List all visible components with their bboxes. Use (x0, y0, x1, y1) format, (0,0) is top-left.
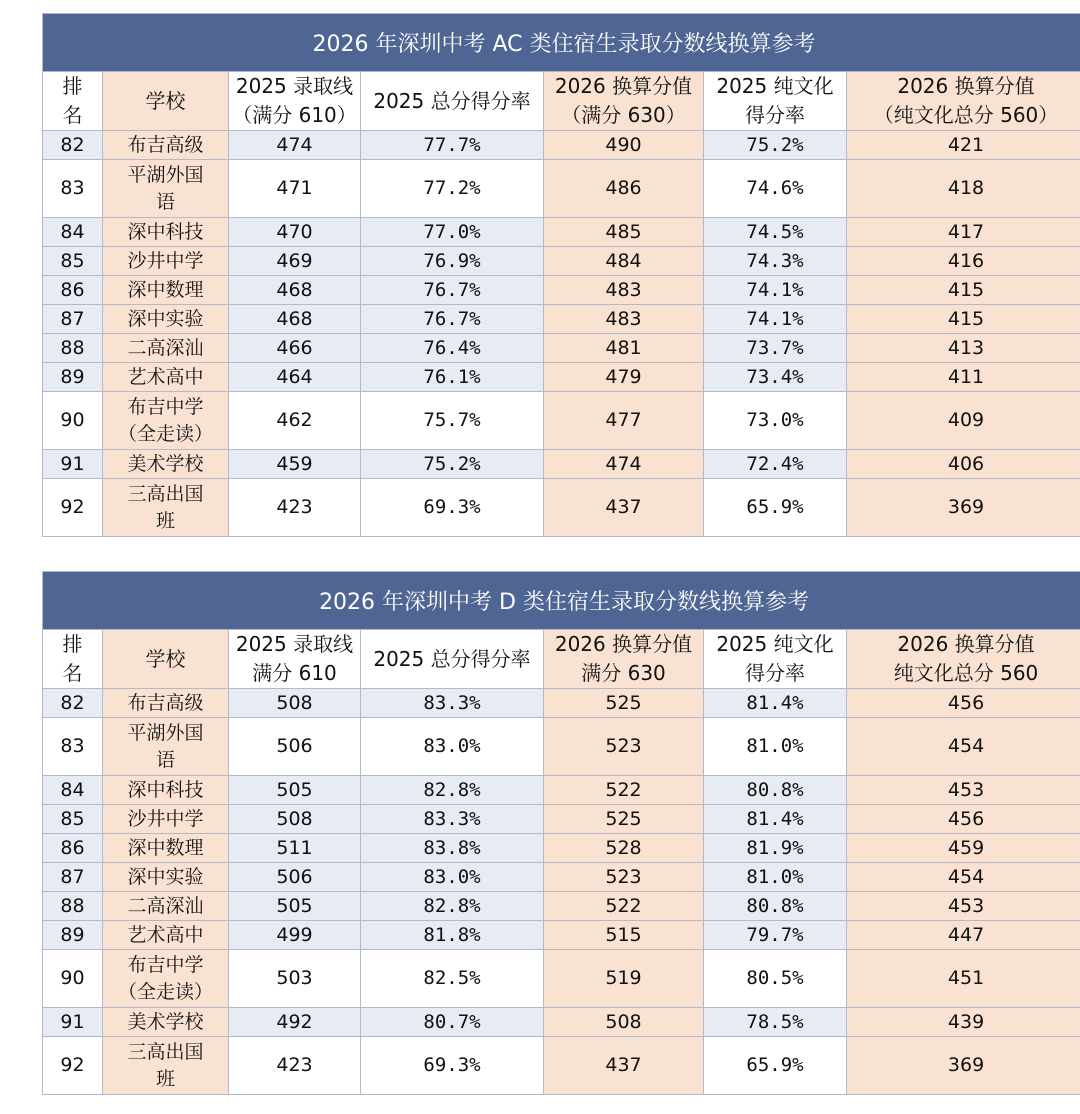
table-header-row (43, 630, 1080, 689)
header-rate-2025: 2025 总分得分率 (361, 72, 544, 131)
header-score-2025: 2025 录取线 满分 610 (229, 630, 361, 689)
cell-rate-2025: 77.2% (361, 160, 544, 218)
cell-converted-culture-2026: 456 (847, 805, 1080, 834)
cell-score-2025: 459 (229, 450, 361, 479)
cell-culture-rate-2025: 74.5% (704, 218, 847, 247)
cell-rate-2025: 81.8% (361, 921, 544, 950)
cell-rank: 87 (43, 863, 103, 892)
cell-culture-rate-2025: 72.4% (704, 450, 847, 479)
cell-culture-rate-2025: 73.0% (704, 392, 847, 450)
cell-school: 美术学校 (103, 1008, 229, 1037)
cell-converted-2026: 525 (544, 689, 704, 718)
table-row (43, 805, 1080, 834)
cell-score-2025: 492 (229, 1008, 361, 1037)
cell-culture-rate-2025: 81.9% (704, 834, 847, 863)
cell-rank: 89 (43, 921, 103, 950)
cell-rank: 84 (43, 218, 103, 247)
cell-rate-2025: 83.0% (361, 718, 544, 776)
cell-converted-2026: 508 (544, 1008, 704, 1037)
cell-converted-2026: 484 (544, 247, 704, 276)
cell-school: 深中科技 (103, 776, 229, 805)
table-row (43, 479, 1080, 537)
cell-converted-culture-2026: 415 (847, 305, 1080, 334)
header-school: 学校 (103, 72, 229, 131)
cell-converted-culture-2026: 415 (847, 276, 1080, 305)
header-rank: 排 名 (43, 630, 103, 689)
cell-converted-culture-2026: 439 (847, 1008, 1080, 1037)
cell-converted-2026: 519 (544, 950, 704, 1008)
cell-converted-2026: 522 (544, 892, 704, 921)
cell-converted-culture-2026: 369 (847, 1037, 1080, 1095)
header-culture-rate-2025: 2025 纯文化 得分率 (704, 630, 847, 689)
cell-score-2025: 462 (229, 392, 361, 450)
table-row (43, 718, 1080, 776)
cell-school: 美术学校 (103, 450, 229, 479)
cell-rank: 85 (43, 247, 103, 276)
cell-converted-culture-2026: 421 (847, 131, 1080, 160)
cell-converted-2026: 528 (544, 834, 704, 863)
table-row (43, 1008, 1080, 1037)
cell-score-2025: 508 (229, 689, 361, 718)
cell-converted-culture-2026: 456 (847, 689, 1080, 718)
header-rate-2025: 2025 总分得分率 (361, 630, 544, 689)
cell-rate-2025: 77.7% (361, 131, 544, 160)
cell-converted-2026: 523 (544, 863, 704, 892)
header-culture-rate-2025: 2025 纯文化 得分率 (704, 72, 847, 131)
cell-converted-culture-2026: 409 (847, 392, 1080, 450)
cell-converted-culture-2026: 453 (847, 776, 1080, 805)
cell-culture-rate-2025: 81.0% (704, 718, 847, 776)
cell-culture-rate-2025: 80.8% (704, 892, 847, 921)
cell-culture-rate-2025: 74.1% (704, 305, 847, 334)
cell-culture-rate-2025: 81.0% (704, 863, 847, 892)
cell-rank: 82 (43, 689, 103, 718)
cell-school: 深中科技 (103, 218, 229, 247)
cell-score-2025: 505 (229, 892, 361, 921)
cell-school: 布吉中学 （全走读） (103, 392, 229, 450)
table-row (43, 921, 1080, 950)
cell-rate-2025: 75.7% (361, 392, 544, 450)
table-row (43, 160, 1080, 218)
table-row (43, 334, 1080, 363)
table-row (43, 131, 1080, 160)
table-row (43, 950, 1080, 1008)
cell-converted-culture-2026: 454 (847, 863, 1080, 892)
cell-culture-rate-2025: 80.5% (704, 950, 847, 1008)
cell-score-2025: 505 (229, 776, 361, 805)
cell-converted-culture-2026: 411 (847, 363, 1080, 392)
cell-rate-2025: 75.2% (361, 450, 544, 479)
cell-score-2025: 423 (229, 1037, 361, 1095)
cell-culture-rate-2025: 78.5% (704, 1008, 847, 1037)
cell-converted-2026: 522 (544, 776, 704, 805)
cell-converted-2026: 481 (544, 334, 704, 363)
cell-converted-culture-2026: 413 (847, 334, 1080, 363)
d-score-table (42, 571, 1080, 1095)
cell-converted-2026: 523 (544, 718, 704, 776)
table-row (43, 363, 1080, 392)
cell-rate-2025: 83.3% (361, 689, 544, 718)
cell-rank: 89 (43, 363, 103, 392)
cell-score-2025: 474 (229, 131, 361, 160)
cell-school: 二高深汕 (103, 892, 229, 921)
table-row (43, 689, 1080, 718)
cell-culture-rate-2025: 65.9% (704, 1037, 847, 1095)
cell-score-2025: 508 (229, 805, 361, 834)
cell-rate-2025: 76.9% (361, 247, 544, 276)
cell-rank: 82 (43, 131, 103, 160)
cell-rate-2025: 82.8% (361, 892, 544, 921)
cell-score-2025: 499 (229, 921, 361, 950)
cell-rate-2025: 76.1% (361, 363, 544, 392)
table-row (43, 1037, 1080, 1095)
cell-rank: 92 (43, 479, 103, 537)
table-header-row (43, 72, 1080, 131)
table-title-row (43, 14, 1080, 72)
header-score-2025: 2025 录取线 （满分 610） (229, 72, 361, 131)
cell-score-2025: 511 (229, 834, 361, 863)
cell-rate-2025: 83.3% (361, 805, 544, 834)
cell-school: 沙井中学 (103, 805, 229, 834)
cell-school: 平湖外国 语 (103, 160, 229, 218)
cell-rank: 90 (43, 392, 103, 450)
cell-score-2025: 466 (229, 334, 361, 363)
table-row (43, 834, 1080, 863)
cell-rank: 86 (43, 276, 103, 305)
cell-converted-2026: 485 (544, 218, 704, 247)
header-rank: 排 名 (43, 72, 103, 131)
cell-school: 布吉高级 (103, 689, 229, 718)
cell-rate-2025: 77.0% (361, 218, 544, 247)
cell-score-2025: 469 (229, 247, 361, 276)
cell-converted-culture-2026: 454 (847, 718, 1080, 776)
cell-rank: 84 (43, 776, 103, 805)
cell-culture-rate-2025: 65.9% (704, 479, 847, 537)
cell-converted-culture-2026: 416 (847, 247, 1080, 276)
table-row (43, 392, 1080, 450)
cell-culture-rate-2025: 74.6% (704, 160, 847, 218)
cell-converted-2026: 477 (544, 392, 704, 450)
header-converted-2026: 2026 换算分值 满分 630 (544, 630, 704, 689)
cell-rank: 88 (43, 334, 103, 363)
cell-score-2025: 503 (229, 950, 361, 1008)
table-title-row (43, 572, 1080, 630)
table-title: 2026 年深圳中考 AC 类住宿生录取分数线换算参考 (43, 14, 1080, 72)
table-row (43, 276, 1080, 305)
cell-rate-2025: 83.0% (361, 863, 544, 892)
table-title: 2026 年深圳中考 D 类住宿生录取分数线换算参考 (43, 572, 1080, 630)
cell-school: 布吉中学 （全走读） (103, 950, 229, 1008)
cell-converted-culture-2026: 417 (847, 218, 1080, 247)
table-row (43, 863, 1080, 892)
cell-score-2025: 464 (229, 363, 361, 392)
cell-score-2025: 468 (229, 305, 361, 334)
cell-rate-2025: 82.5% (361, 950, 544, 1008)
table-row (43, 218, 1080, 247)
cell-converted-culture-2026: 447 (847, 921, 1080, 950)
cell-school: 艺术高中 (103, 363, 229, 392)
cell-converted-culture-2026: 369 (847, 479, 1080, 537)
cell-rate-2025: 69.3% (361, 479, 544, 537)
cell-score-2025: 423 (229, 479, 361, 537)
cell-converted-2026: 483 (544, 305, 704, 334)
cell-score-2025: 471 (229, 160, 361, 218)
cell-school: 三高出国 班 (103, 479, 229, 537)
cell-rank: 85 (43, 805, 103, 834)
cell-score-2025: 506 (229, 718, 361, 776)
cell-converted-culture-2026: 451 (847, 950, 1080, 1008)
cell-converted-2026: 486 (544, 160, 704, 218)
cell-culture-rate-2025: 81.4% (704, 689, 847, 718)
cell-culture-rate-2025: 75.2% (704, 131, 847, 160)
cell-rank: 83 (43, 718, 103, 776)
cell-school: 平湖外国 语 (103, 718, 229, 776)
cell-converted-2026: 437 (544, 479, 704, 537)
cell-converted-2026: 483 (544, 276, 704, 305)
cell-converted-2026: 479 (544, 363, 704, 392)
cell-school: 深中数理 (103, 834, 229, 863)
cell-score-2025: 470 (229, 218, 361, 247)
cell-culture-rate-2025: 73.4% (704, 363, 847, 392)
cell-rate-2025: 76.7% (361, 276, 544, 305)
header-converted-culture-2026: 2026 换算分值 （纯文化总分 560） (847, 72, 1080, 131)
cell-school: 深中实验 (103, 863, 229, 892)
cell-rate-2025: 82.8% (361, 776, 544, 805)
table-row (43, 305, 1080, 334)
cell-school: 二高深汕 (103, 334, 229, 363)
cell-rank: 90 (43, 950, 103, 1008)
cell-converted-culture-2026: 418 (847, 160, 1080, 218)
cell-rate-2025: 76.7% (361, 305, 544, 334)
cell-rank: 83 (43, 160, 103, 218)
cell-culture-rate-2025: 73.7% (704, 334, 847, 363)
cell-converted-culture-2026: 453 (847, 892, 1080, 921)
cell-rate-2025: 69.3% (361, 1037, 544, 1095)
cell-culture-rate-2025: 80.8% (704, 776, 847, 805)
table-row (43, 247, 1080, 276)
cell-school: 沙井中学 (103, 247, 229, 276)
cell-rank: 86 (43, 834, 103, 863)
cell-culture-rate-2025: 81.4% (704, 805, 847, 834)
table-row (43, 776, 1080, 805)
cell-score-2025: 506 (229, 863, 361, 892)
cell-converted-2026: 490 (544, 131, 704, 160)
cell-converted-culture-2026: 459 (847, 834, 1080, 863)
cell-rate-2025: 76.4% (361, 334, 544, 363)
ac-score-table (42, 13, 1080, 537)
table-row (43, 450, 1080, 479)
cell-converted-2026: 525 (544, 805, 704, 834)
cell-rank: 91 (43, 1008, 103, 1037)
cell-rate-2025: 83.8% (361, 834, 544, 863)
cell-rank: 87 (43, 305, 103, 334)
header-converted-2026: 2026 换算分值 （满分 630） (544, 72, 704, 131)
cell-school: 深中数理 (103, 276, 229, 305)
cell-school: 三高出国 班 (103, 1037, 229, 1095)
cell-culture-rate-2025: 74.1% (704, 276, 847, 305)
header-converted-culture-2026: 2026 换算分值 纯文化总分 560 (847, 630, 1080, 689)
cell-rank: 92 (43, 1037, 103, 1095)
cell-rate-2025: 80.7% (361, 1008, 544, 1037)
cell-rank: 91 (43, 450, 103, 479)
cell-converted-culture-2026: 406 (847, 450, 1080, 479)
cell-school: 艺术高中 (103, 921, 229, 950)
cell-converted-2026: 437 (544, 1037, 704, 1095)
cell-rank: 88 (43, 892, 103, 921)
cell-converted-2026: 474 (544, 450, 704, 479)
cell-culture-rate-2025: 79.7% (704, 921, 847, 950)
cell-school: 深中实验 (103, 305, 229, 334)
cell-culture-rate-2025: 74.3% (704, 247, 847, 276)
cell-score-2025: 468 (229, 276, 361, 305)
cell-school: 布吉高级 (103, 131, 229, 160)
table-row (43, 892, 1080, 921)
header-school: 学校 (103, 630, 229, 689)
cell-converted-2026: 515 (544, 921, 704, 950)
